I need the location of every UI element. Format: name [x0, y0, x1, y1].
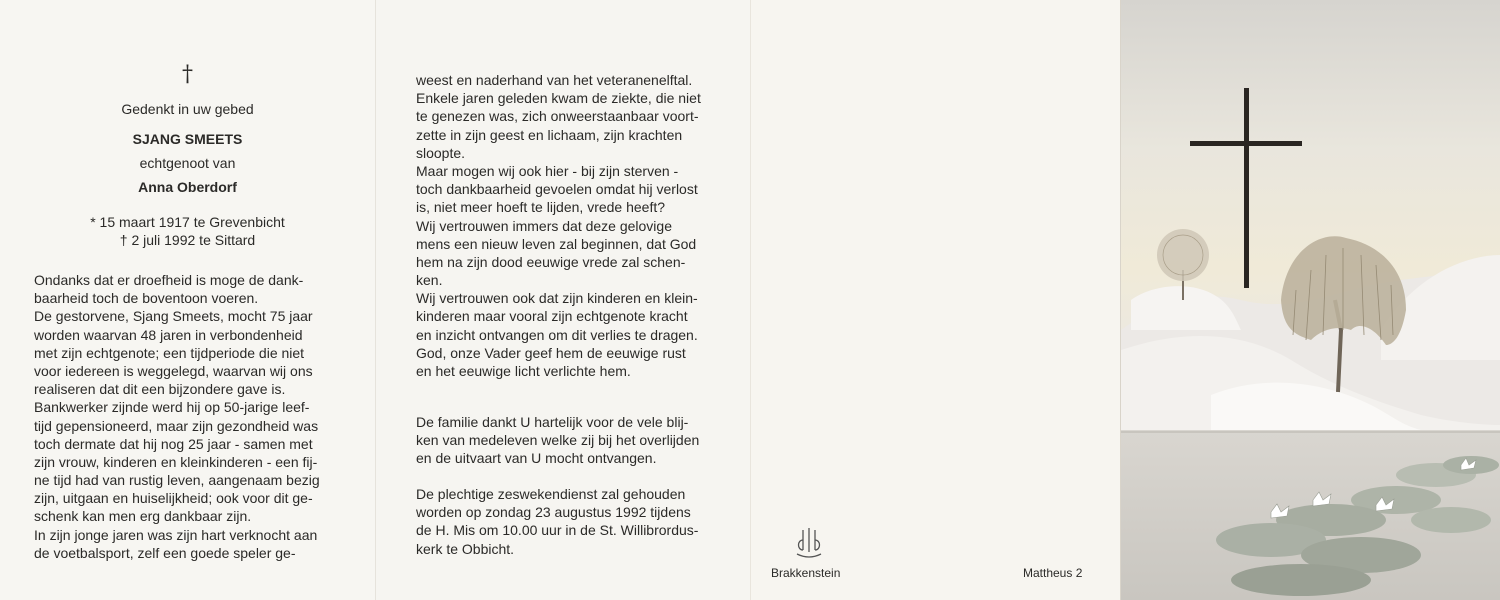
thanks-paragraph	[416, 413, 716, 468]
text-line: baarheid toch de boventoon voeren.	[34, 290, 259, 307]
text-line: De familie dankt U hartelijk voor de vele blij-	[416, 414, 689, 430]
text-line: Maar mogen wij ook hier - bij zijn sterven -	[416, 162, 679, 179]
text-line: toch dankbaarheid gevoelen omdat hij verlost	[416, 181, 698, 198]
card-panel-inner-text	[375, 0, 750, 600]
text-line: hem na zijn dood eeuwige vrede zal schen-	[416, 253, 686, 270]
text-line: en inzicht ontvangen om dit verlies te dragen.	[416, 326, 698, 343]
cross-symbol: †	[182, 62, 193, 87]
text-line: zijn vrouw, kinderen en kleinkinderen - een fij-	[34, 453, 318, 470]
publisher-logo-icon	[793, 526, 825, 560]
text-line: is, niet meer hoeft te lijden, vrede heeft?	[416, 199, 666, 216]
birth-line: * 15 maart 1917 te Grevenbicht	[90, 214, 285, 230]
text-line: toch dermate dat hij nog 25 jaar - samen met	[34, 435, 313, 452]
text-line: Wij vertrouwen ook dat zijn kinderen en klein-	[416, 290, 698, 307]
death-line: † 2 juli 1992 te Sittard	[119, 232, 256, 248]
landscape-with-cross-image	[1121, 0, 1500, 600]
text-line: Wij vertrouwen immers dat deze gelovige	[416, 217, 672, 234]
card-panel-back	[750, 0, 1120, 600]
text-line: zijn, uitgaan en huiselijkheid; ook voor dit ge-	[34, 490, 313, 507]
text-line: de H. Mis om 10.00 uur in de St. Willibrordus-	[416, 522, 699, 539]
publisher-name: Brakkenstein	[771, 566, 841, 580]
text-line: ken.	[416, 272, 443, 289]
spouse-name: Anna Oberdorf	[138, 179, 237, 195]
text-line: voor iedereen is weggelegd, waarvan wij ons	[34, 362, 313, 379]
card-panel-front-text	[0, 0, 375, 600]
text-line: ken van medeleven welke zij bij het overlijden	[416, 432, 700, 449]
text-line: Bankwerker zijnde werd hij op 50-jarige leef-	[34, 399, 310, 416]
remember-line: Gedenkt in uw gebed	[121, 101, 254, 117]
text-line: De gestorvene, Sjang Smeets, mocht 75 jaar	[34, 308, 313, 325]
text-line: Enkele jaren geleden kwam de ziekte, die niet	[416, 90, 701, 107]
text-line: worden waarvan 48 jaren in verbondenheid	[34, 326, 303, 343]
bible-verse-reference: Mattheus 2	[1023, 566, 1083, 580]
text-line: realiseren dat dit een bijzondere gave is.	[34, 381, 286, 398]
text-line: God, onze Vader geef hem de eeuwige rust	[416, 344, 686, 361]
deceased-name: SJANG SMEETS	[132, 131, 243, 147]
cover-illustration	[1120, 0, 1500, 600]
spouse-label: echtgenoot van	[139, 155, 236, 171]
text-line: ne tijd had van rustig leven, aangenaam bezig	[34, 472, 320, 489]
text-line: met zijn echtgenote; een tijdperiode die niet	[34, 344, 305, 361]
text-line: schenk kan men erg dankbaar zijn.	[34, 508, 252, 525]
text-line: mens een nieuw leven zal beginnen, dat God	[416, 235, 697, 252]
memorial-text-left	[34, 271, 334, 562]
text-line: zette in zijn geest en lichaam, zijn krachten	[416, 126, 683, 143]
text-line: De plechtige zeswekendienst zal gehouden	[416, 486, 686, 502]
text-line: te genezen was, zich onweerstaanbaar voort-	[416, 108, 699, 125]
text-line: In zijn jonge jaren was zijn hart verknocht aan	[34, 526, 318, 543]
service-paragraph	[416, 485, 716, 558]
text-line: sloopte.	[416, 144, 466, 161]
text-line: Ondanks dat er droefheid is moge de dank-	[34, 272, 304, 288]
text-line: weest en naderhand van het veteranenelftal.	[416, 72, 693, 88]
text-line: de voetbalsport, zelf een goede speler ge-	[34, 544, 296, 561]
text-line: tijd gepensioneerd, maar zijn gezondheid was	[34, 417, 319, 434]
text-line: kinderen maar vooral zijn echtgenote kracht	[416, 308, 688, 325]
text-line: worden op zondag 23 augustus 1992 tijdens	[416, 504, 691, 521]
text-line: en het eeuwige licht verlichte hem.	[416, 363, 631, 379]
text-line: en de uitvaart van U mocht ontvangen.	[416, 450, 657, 467]
text-line: kerk te Obbicht.	[416, 540, 515, 557]
memorial-text-right	[416, 71, 716, 380]
